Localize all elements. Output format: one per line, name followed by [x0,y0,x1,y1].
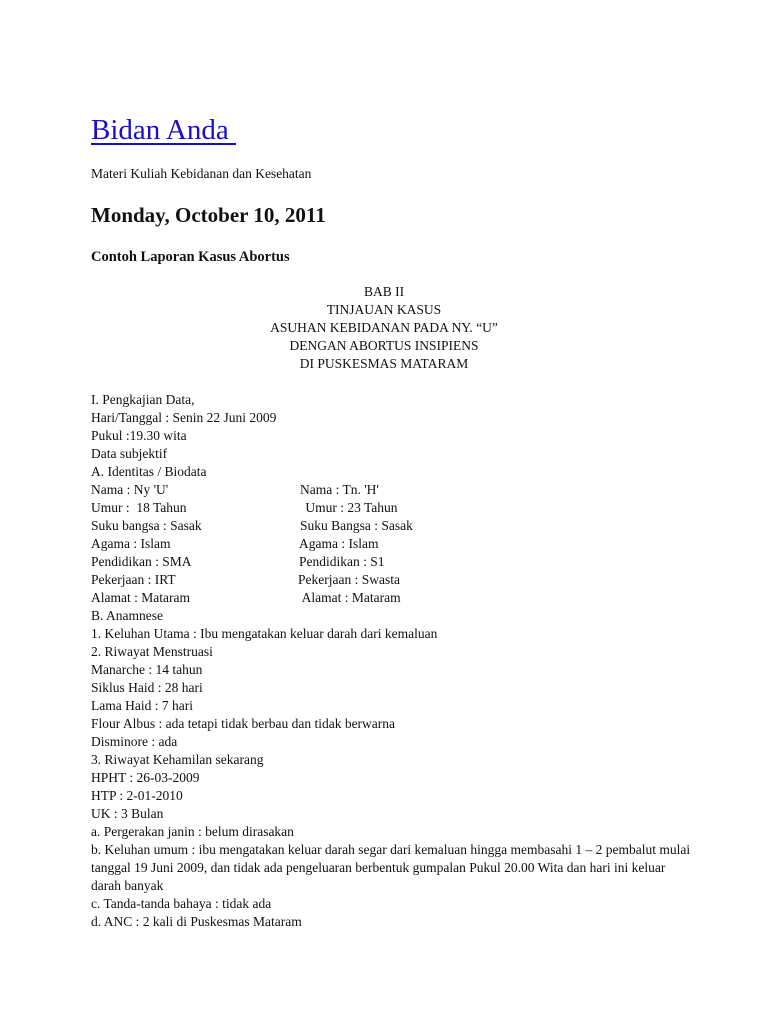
husband-field: Pekerjaan : Swasta [298,572,400,587]
body-line: Data subjektif [91,446,168,461]
husband-field: Nama : Tn. 'H' [300,482,379,497]
blog-description: Materi Kuliah Kebidanan dan Kesehatan [91,166,312,181]
body-line: I. Pengkajian Data, [91,392,195,407]
identity-row [91,571,691,589]
husband-field: Alamat : Mataram [299,590,401,605]
body-line: 3. Riwayat Kehamilan sekarang [91,752,264,767]
patient-field: Pekerjaan : IRT [91,572,176,587]
identity-row [91,589,691,607]
body-line: HTP : 2-01-2010 [91,788,183,803]
husband-field: Pendidikan : S1 [299,554,385,569]
heading-line: ASUHAN KEBIDANAN PADA NY. “U” [270,320,498,335]
complaint-paragraph: b. Keluhan umum : ibu mengatakan keluar darah segar dari kemaluan hingga membasahi 1 – 2 pembalut mulai tanggal 19 Juni 2009, dan tidak ada pengeluaran berbentuk gumpalan Pukul 20.00 Wita dan hari ini keluar darah banyak [91,842,691,893]
body-line: a. Pergerakan janin : belum dirasakan [91,824,294,839]
post-date: Monday, October 10, 2011 [91,203,326,227]
body-line: B. Anamnese [91,608,163,623]
report-heading [91,283,677,373]
identity-row [91,553,691,571]
body-line: Manarche : 14 tahun [91,662,203,677]
post-body [91,391,691,931]
body-line: Hari/Tanggal : Senin 22 Juni 2009 [91,410,277,425]
body-line: A. Identitas / Biodata [91,464,207,479]
husband-field: Umur : 23 Tahun [302,500,398,515]
identity-row [91,535,691,553]
identity-row [91,481,691,499]
patient-field: Nama : Ny 'U' [91,482,169,497]
body-line: 1. Keluhan Utama : Ibu mengatakan keluar darah dari kemaluan [91,626,438,641]
body-line: UK : 3 Bulan [91,806,164,821]
body-line: HPHT : 26-03-2009 [91,770,200,785]
heading-line: TINJAUAN KASUS [326,302,442,317]
body-line: Lama Haid : 7 hari [91,698,193,713]
body-line: Pukul :19.30 wita [91,428,187,443]
patient-field: Pendidikan : SMA [91,554,192,569]
husband-field: Suku Bangsa : Sasak [300,518,413,533]
heading-line: DI PUSKESMAS MATARAM [299,356,469,371]
body-line: Flour Albus : ada tetapi tidak berbau dan tidak berwarna [91,716,396,731]
patient-field: Alamat : Mataram [91,590,190,605]
body-line: 2. Riwayat Menstruasi [91,644,213,659]
post-title: Contoh Laporan Kasus Abortus [91,249,290,265]
identity-row [91,517,691,535]
heading-line: BAB II [363,284,405,299]
body-line: Siklus Haid : 28 hari [91,680,203,695]
patient-field: Suku bangsa : Sasak [91,518,202,533]
patient-field: Agama : Islam [91,536,171,551]
blog-title-link[interactable]: Bidan Anda [91,114,236,146]
body-line: Disminore : ada [91,734,178,749]
body-line: d. ANC : 2 kali di Puskesmas Mataram [91,914,302,929]
husband-field: Agama : Islam [299,536,379,551]
patient-field: Umur : 18 Tahun [91,500,187,515]
heading-line: DENGAN ABORTUS INSIPIENS [289,338,479,353]
body-line: c. Tanda-tanda bahaya : tidak ada [91,896,272,911]
identity-row [91,499,691,517]
